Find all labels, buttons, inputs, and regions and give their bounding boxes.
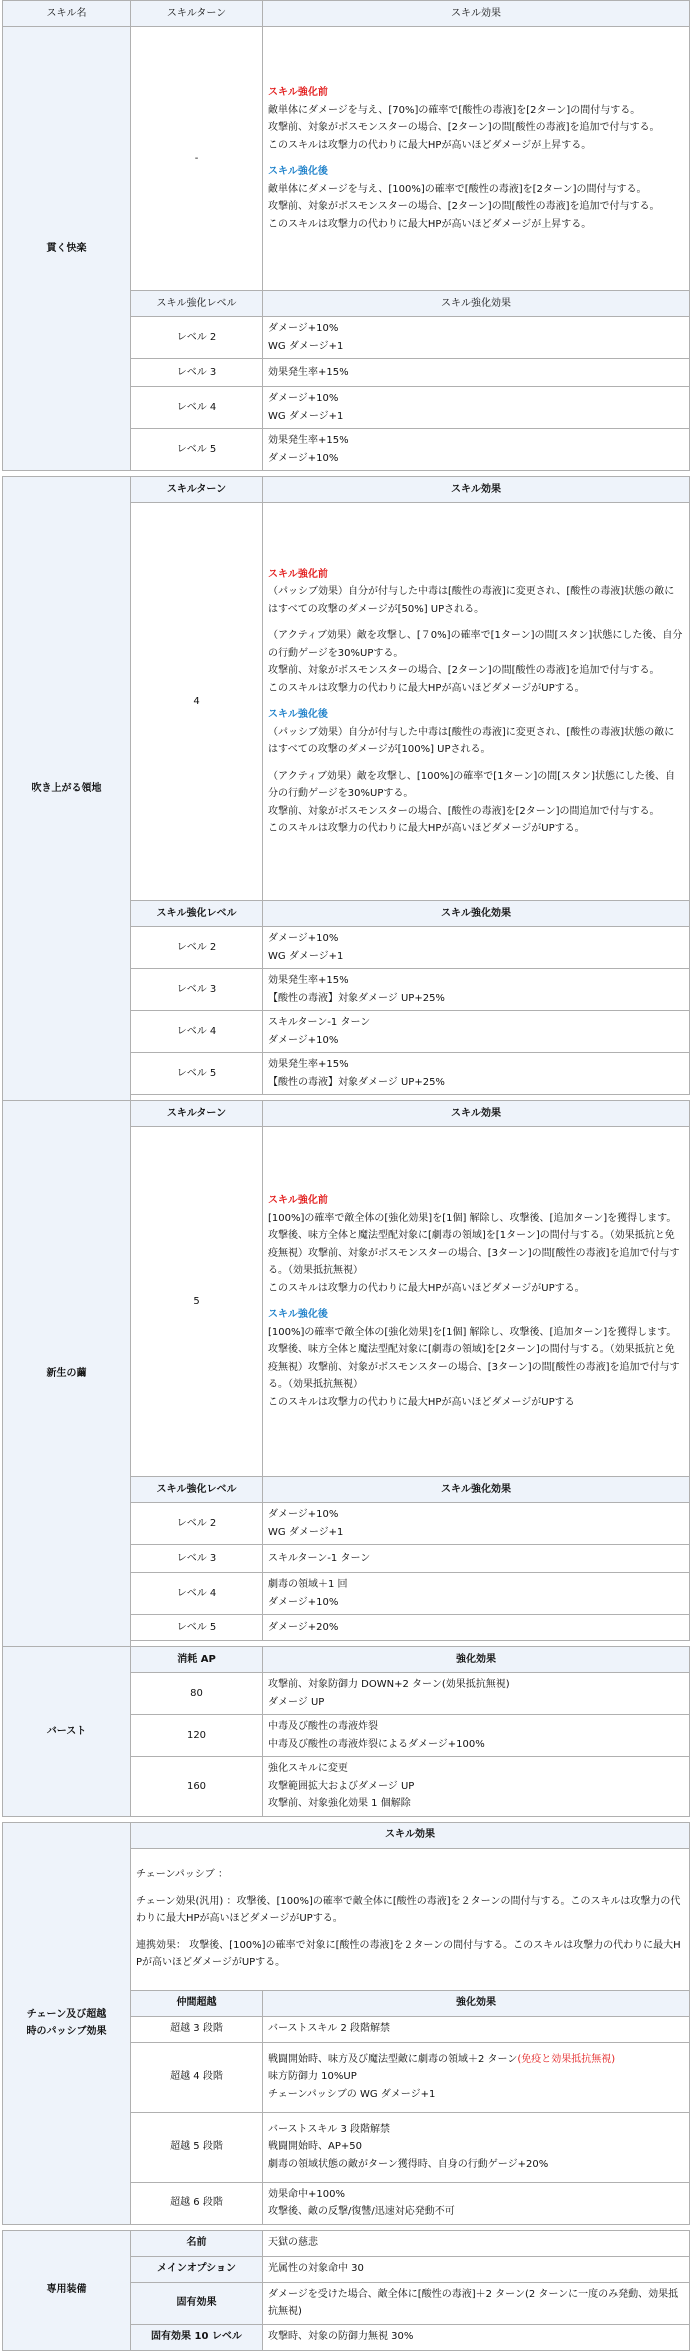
skill1-before-label: スキル強化前 <box>268 87 328 98</box>
transcend-4-red-note: (免疫と効果抵抗無視) <box>517 2053 616 2065</box>
chain-passive-text: チェーンパッシブ ： チェーン効果(汎用) ：攻撃後、[100%]の確率で敵全体に[酸性の毒液]を２ターンの間付与する。このスキルは攻撃力の代わりに最大HPが高いほどダメージがUPする。 連携効果： 攻撃後、[100%]の確率で対象に[酸性の毒液]を２ターンの間付与する。このスキルは攻撃力の代わりに最大HPが高いほどダメージがUPする。 <box>131 1848 690 1990</box>
transcend-5: 超越 5 段階 <box>131 2112 263 2182</box>
transcend-6: 超越 6 段階 <box>131 2182 263 2224</box>
skill2-level3: レベル 3 <box>131 969 263 1011</box>
transcend-effect-header: 強化効果 <box>263 1990 690 2016</box>
skill1-level-header: スキル強化レベル <box>131 291 263 317</box>
equip-key-unique: 固有効果 <box>131 2282 263 2324</box>
skill1-after-line: 攻撃前、対象がボスモンスターの場合、[2ターン]の間[酸性の毒液]を追加で付与する。 <box>268 201 660 212</box>
skill3-before-label: スキル強化前 <box>268 1195 328 1206</box>
skill3-level-header: スキル強化レベル <box>131 1477 263 1503</box>
skill1-level2: レベル 2 <box>131 317 263 359</box>
skill2-before-label: スキル強化前 <box>268 568 328 580</box>
burst-effect-80: 攻撃前、対象防御力 DOWN+2 ターン(効果抵抗無視) ダメージ UP <box>263 1673 690 1715</box>
skill1-level5-effect: 効果発生率+15% ダメージ+10% <box>263 429 690 471</box>
skill2-level-header: スキル強化レベル <box>131 901 263 927</box>
burst-ap-120: 120 <box>131 1715 263 1757</box>
skill1-turn: - <box>131 27 263 291</box>
equip-name: 専用装備 <box>3 2230 131 2350</box>
skill1-effect <box>263 27 690 291</box>
skill2-level4-effect: スキルターン-1 ターン ダメージ+10% <box>263 1011 690 1053</box>
skill1-level2-effect: ダメージ+10% WG ダメージ+1 <box>263 317 690 359</box>
skill2-level3-effect: 効果発生率+15% 【酸性の毒液】対象ダメージ UP+25% <box>263 969 690 1011</box>
skill2-level-effect-header: スキル強化効果 <box>263 901 690 927</box>
skill3-level2: レベル 2 <box>131 1503 263 1545</box>
equip-value-name: 天獄の慈悲 <box>263 2230 690 2256</box>
equip-key-name: 名前 <box>131 2230 263 2256</box>
equip-value-unique10: 攻撃時、対象の防御力無視 30% <box>263 2324 690 2350</box>
transcend-5-effect: バーストスキル 3 段階解禁 戦闘開始時、AP+50 劇毒の領域状態の敵がターン獲得時、自身の行動ゲージ+20% <box>263 2112 690 2182</box>
burst-effect-120: 中毒及び酸性の毒液炸裂 中毒及び酸性の毒液炸裂によるダメージ+100% <box>263 1715 690 1757</box>
skill-table <box>2 0 690 2351</box>
skill1-level4: レベル 4 <box>131 387 263 429</box>
skill1-level3-effect: 効果発生率+15% <box>263 359 690 387</box>
transcend-6-effect: 効果命中+100% 攻撃後、敵の反撃/復讐/迅速対応発動不可 <box>263 2182 690 2224</box>
burst-name: バースト <box>3 1647 131 1817</box>
skill2-turn: 4 <box>131 503 263 901</box>
skill3-effect-header: スキル効果 <box>263 1101 690 1127</box>
skill1-after-line: 敵単体にダメージを与え、[100%]の確率で[酸性の毒液]を[2ターン]の間付与する。 <box>268 183 647 195</box>
transcend-4: 超越 4 段階 <box>131 2042 263 2112</box>
skill3-level2-effect: ダメージ+10% WG ダメージ+1 <box>263 1503 690 1545</box>
header-skill-name: スキル名 <box>3 1 131 27</box>
skill1-name: 貫く快楽 <box>3 27 131 471</box>
skill3-name: 新生の繭 <box>3 1101 131 1647</box>
transcend-4-effect: 戦闘開始時、味方及び魔法型敵に劇毒の領域＋2 ターン(免疫と効果抵抗無視) 味方防御力 10%UP チェーンパッシブの WG ダメージ+1 <box>263 2042 690 2112</box>
skill3-level3-effect: スキルターン-1 ターン <box>263 1545 690 1573</box>
skill2-level2: レベル 2 <box>131 927 263 969</box>
skill1-level5: レベル 5 <box>131 429 263 471</box>
equip-value-unique: ダメージを受けた場合、敵全体に[酸性の毒液]＋2 ターン(2 ターンに一度のみ発動、効果抵抗無視) <box>263 2282 690 2324</box>
burst-ap-160: 160 <box>131 1757 263 1817</box>
skill2-after-label: スキル強化後 <box>268 709 328 720</box>
skill3-turn-header: スキルターン <box>131 1101 263 1127</box>
transcend-3-effect: バーストスキル 2 段階解禁 <box>263 2016 690 2042</box>
skill1-level3: レベル 3 <box>131 359 263 387</box>
skill3-level5-effect: ダメージ+20% <box>263 1615 690 1641</box>
skill2-level4: レベル 4 <box>131 1011 263 1053</box>
skill3-level-effect-header: スキル強化効果 <box>263 1477 690 1503</box>
transcend-header: 仲間超越 <box>131 1990 263 2016</box>
skill1-level4-effect: ダメージ+10% WG ダメージ+1 <box>263 387 690 429</box>
chain-effect-header: スキル効果 <box>131 1822 690 1848</box>
skill3-effect: スキル強化前 [100%]の確率で敵全体の[強化効果]を[1個] 解除し、攻撃後、[追加ターン]を獲得します。 攻撃後、味方全体と魔法型配対象に[劇毒の領域]を[1ターン]の間付与する。（効果抵抗と免疫無視）攻撃前、対象がボスモンスターの場合、[3ターン]の間[酸性の毒液]を追加で付与する。（効果抵抗無視） このスキルは攻撃力の代わりに最大HPが高いほどダメージがUPする。 スキル強化後 [100%]の確率で敵全体の[強化効果]を[1個] 解除し、攻撃後、[追加ターン]を獲得します。 攻撃後、味方全体と魔法型配対象に[劇毒の領域]を[2ターン]の間付与する。（効果抵抗と免疫無視）攻撃前、対象がボスモンスターの場合、[3ターン]の間[酸性の毒液]を追加で付与する。（効果抵抗無視） このスキルは攻撃力の代わりに最大HPが高いほどダメージがUPする <box>263 1127 690 1477</box>
skill1-after-line: このスキルは攻撃力の代わりに最大HPが高いほどダメージが上昇する。 <box>268 218 592 230</box>
skill3-after-label: スキル強化後 <box>268 1309 328 1320</box>
skill2-effect: スキル強化前 （パッシブ効果）自分が付与した中毒は[酸性の毒液]に変更され、[酸性の毒液]状態の敵にはすべての攻撃のダメージが[50%] UPされる。 （アクティブ効果）敵を攻撃し、[７0%]の確率で[1ターン]の間[スタン]状態にした後、自分の行動ゲージを30%UPする。 攻撃前、対象がボスモンスターの場合、[2ターン]の間[酸性の毒液]を追加で付与する。 このスキルは攻撃力の代わりに最大HPが高いほどダメージがUPする。 スキル強化後 （パッシブ効果）自分が付与した中毒は[酸性の毒液]に変更され、[酸性の毒液]状態の敵にはすべての攻撃のダメージが[100%] UPされる。 （アクティブ効果）敵を攻撃し、[100%]の確率で[1ターン]の間[スタン]状態にした後、自分の行動ゲージを30%UPする。 攻撃前、対象がボスモンスターの場合、[酸性の毒液]を[2ターン]の間追加で付与する。 このスキルは攻撃力の代わりに最大HPが高いほどダメージがUPする。 <box>263 503 690 901</box>
skill2-level5: レベル 5 <box>131 1053 263 1095</box>
burst-effect-160: 強化スキルに変更 攻撃範囲拡大およびダメージ UP 攻撃前、対象強化効果 1 個解除 <box>263 1757 690 1817</box>
transcend-3: 超越 3 段階 <box>131 2016 263 2042</box>
skill1-before-line: このスキルは攻撃力の代わりに最大HPが高いほどダメージが上昇する。 <box>268 139 592 151</box>
burst-effect-header: 強化効果 <box>263 1647 690 1673</box>
skill2-level2-effect: ダメージ+10% WG ダメージ+1 <box>263 927 690 969</box>
skill3-turn: 5 <box>131 1127 263 1477</box>
skill2-name: 吹き上がる領地 <box>3 477 131 1101</box>
skill1-before-line: 敵単体にダメージを与え、[70%]の確率で[酸性の毒液]を[2ターン]の間付与する。 <box>268 104 641 116</box>
skill3-level3: レベル 3 <box>131 1545 263 1573</box>
skill1-level-effect-header: スキル強化効果 <box>263 291 690 317</box>
skill1-after-label: スキル強化後 <box>268 166 328 177</box>
skill3-level5: レベル 5 <box>131 1615 263 1641</box>
skill2-level5-effect: 効果発生率+15% 【酸性の毒液】対象ダメージ UP+25% <box>263 1053 690 1095</box>
equip-value-main: 光属性の対象命中 30 <box>263 2256 690 2282</box>
burst-ap-header: 消耗 AP <box>131 1647 263 1673</box>
burst-ap-80: 80 <box>131 1673 263 1715</box>
chain-name: チェーン及び超越 時のパッシブ効果 <box>3 1822 131 2224</box>
header-skill-turn: スキルターン <box>131 1 263 27</box>
skill2-effect-header: スキル効果 <box>263 477 690 503</box>
skill3-level4-effect: 劇毒の領域＋1 回 ダメージ+10% <box>263 1573 690 1615</box>
header-skill-effect: スキル効果 <box>263 1 690 27</box>
equip-key-unique10: 固有効果 10 レベル <box>131 2324 263 2350</box>
skill1-before-line: 攻撃前、対象がボスモンスターの場合、[2ターン]の間[酸性の毒液]を追加で付与する。 <box>268 122 660 133</box>
equip-key-main: メインオプション <box>131 2256 263 2282</box>
skill2-turn-header: スキルターン <box>131 477 263 503</box>
skill3-level4: レベル 4 <box>131 1573 263 1615</box>
